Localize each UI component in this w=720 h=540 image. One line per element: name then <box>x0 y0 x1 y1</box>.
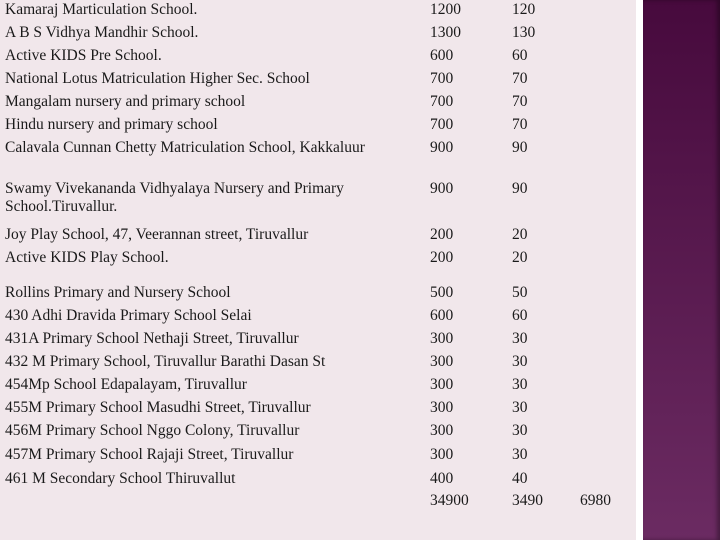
value-a: 400 <box>430 470 454 487</box>
value-b: 40 <box>512 470 528 487</box>
value-b: 60 <box>512 307 528 324</box>
value-b: 130 <box>512 24 536 41</box>
value-b: 90 <box>512 139 528 156</box>
value-b: 120 <box>512 1 536 18</box>
school-name: A B S Vidhya Mandhir School. <box>5 24 199 41</box>
value-b: 30 <box>512 422 528 439</box>
school-name: Mangalam nursery and primary school <box>5 93 246 110</box>
school-name: 455M Primary School Masudhi Street, Tiruvallur <box>5 399 311 416</box>
value-b: 20 <box>512 226 528 243</box>
value-b: 70 <box>512 70 528 87</box>
school-name: National Lotus Matriculation Higher Sec. School <box>5 70 310 87</box>
value-a: 300 <box>430 399 454 416</box>
school-name: Kamaraj Marticulation School. <box>5 1 198 18</box>
value-a: 200 <box>430 226 454 243</box>
value-b: 30 <box>512 330 528 347</box>
school-name: Active KIDS Pre School. <box>5 47 162 64</box>
value-b: 30 <box>512 353 528 370</box>
school-name: Hindu nursery and primary school <box>5 116 218 133</box>
school-name: 430 Adhi Dravida Primary School Selai <box>5 307 252 324</box>
school-name: 461 M Secondary School Thiruvallut <box>5 470 236 487</box>
school-name: Swamy Vivekananda Vidhyalaya Nursery and Primary School.Tiruvallur. <box>5 180 344 215</box>
value-b: 70 <box>512 93 528 110</box>
school-name: 454Mp School Edapalayam, Tiruvallur <box>5 376 247 393</box>
value-a: 300 <box>430 446 454 463</box>
school-name: 431A Primary School Nethaji Street, Tiruvallur <box>5 330 299 347</box>
value-b: 30 <box>512 376 528 393</box>
value-b: 70 <box>512 116 528 133</box>
decorative-side-panel <box>643 0 720 540</box>
value-b: 60 <box>512 47 528 64</box>
value-a: 500 <box>430 284 454 301</box>
value-a: 700 <box>430 116 454 133</box>
total-a: 34900 <box>430 492 469 509</box>
value-a: 300 <box>430 376 454 393</box>
value-a: 300 <box>430 353 454 370</box>
school-name: 432 M Primary School, Tiruvallur Barathi Dasan St <box>5 353 326 370</box>
value-a: 700 <box>430 70 454 87</box>
value-a: 600 <box>430 307 454 324</box>
value-a: 900 <box>430 180 454 197</box>
school-name: Calavala Cunnan Chetty Matriculation School, Kakkaluur <box>5 139 365 156</box>
school-name: Active KIDS Play School. <box>5 249 169 266</box>
value-a: 300 <box>430 330 454 347</box>
school-name: Rollins Primary and Nursery School <box>5 284 231 301</box>
value-b: 50 <box>512 284 528 301</box>
value-a: 1200 <box>430 1 461 18</box>
school-name: 456M Primary School Nggo Colony, Tiruvallur <box>5 422 300 439</box>
value-b: 20 <box>512 249 528 266</box>
total-b: 3490 <box>512 492 543 509</box>
value-a: 700 <box>430 93 454 110</box>
value-b: 30 <box>512 399 528 416</box>
value-b: 90 <box>512 180 528 197</box>
school-name: 457M Primary School Rajaji Street, Tiruvallur <box>5 446 294 463</box>
value-a: 1300 <box>430 24 461 41</box>
value-a: 600 <box>430 47 454 64</box>
value-a: 300 <box>430 422 454 439</box>
total-c: 6980 <box>580 492 611 509</box>
school-name: Joy Play School, 47, Veerannan street, Tiruvallur <box>5 226 309 243</box>
value-a: 900 <box>430 139 454 156</box>
divider-strip <box>636 0 643 540</box>
value-b: 30 <box>512 446 528 463</box>
value-a: 200 <box>430 249 454 266</box>
